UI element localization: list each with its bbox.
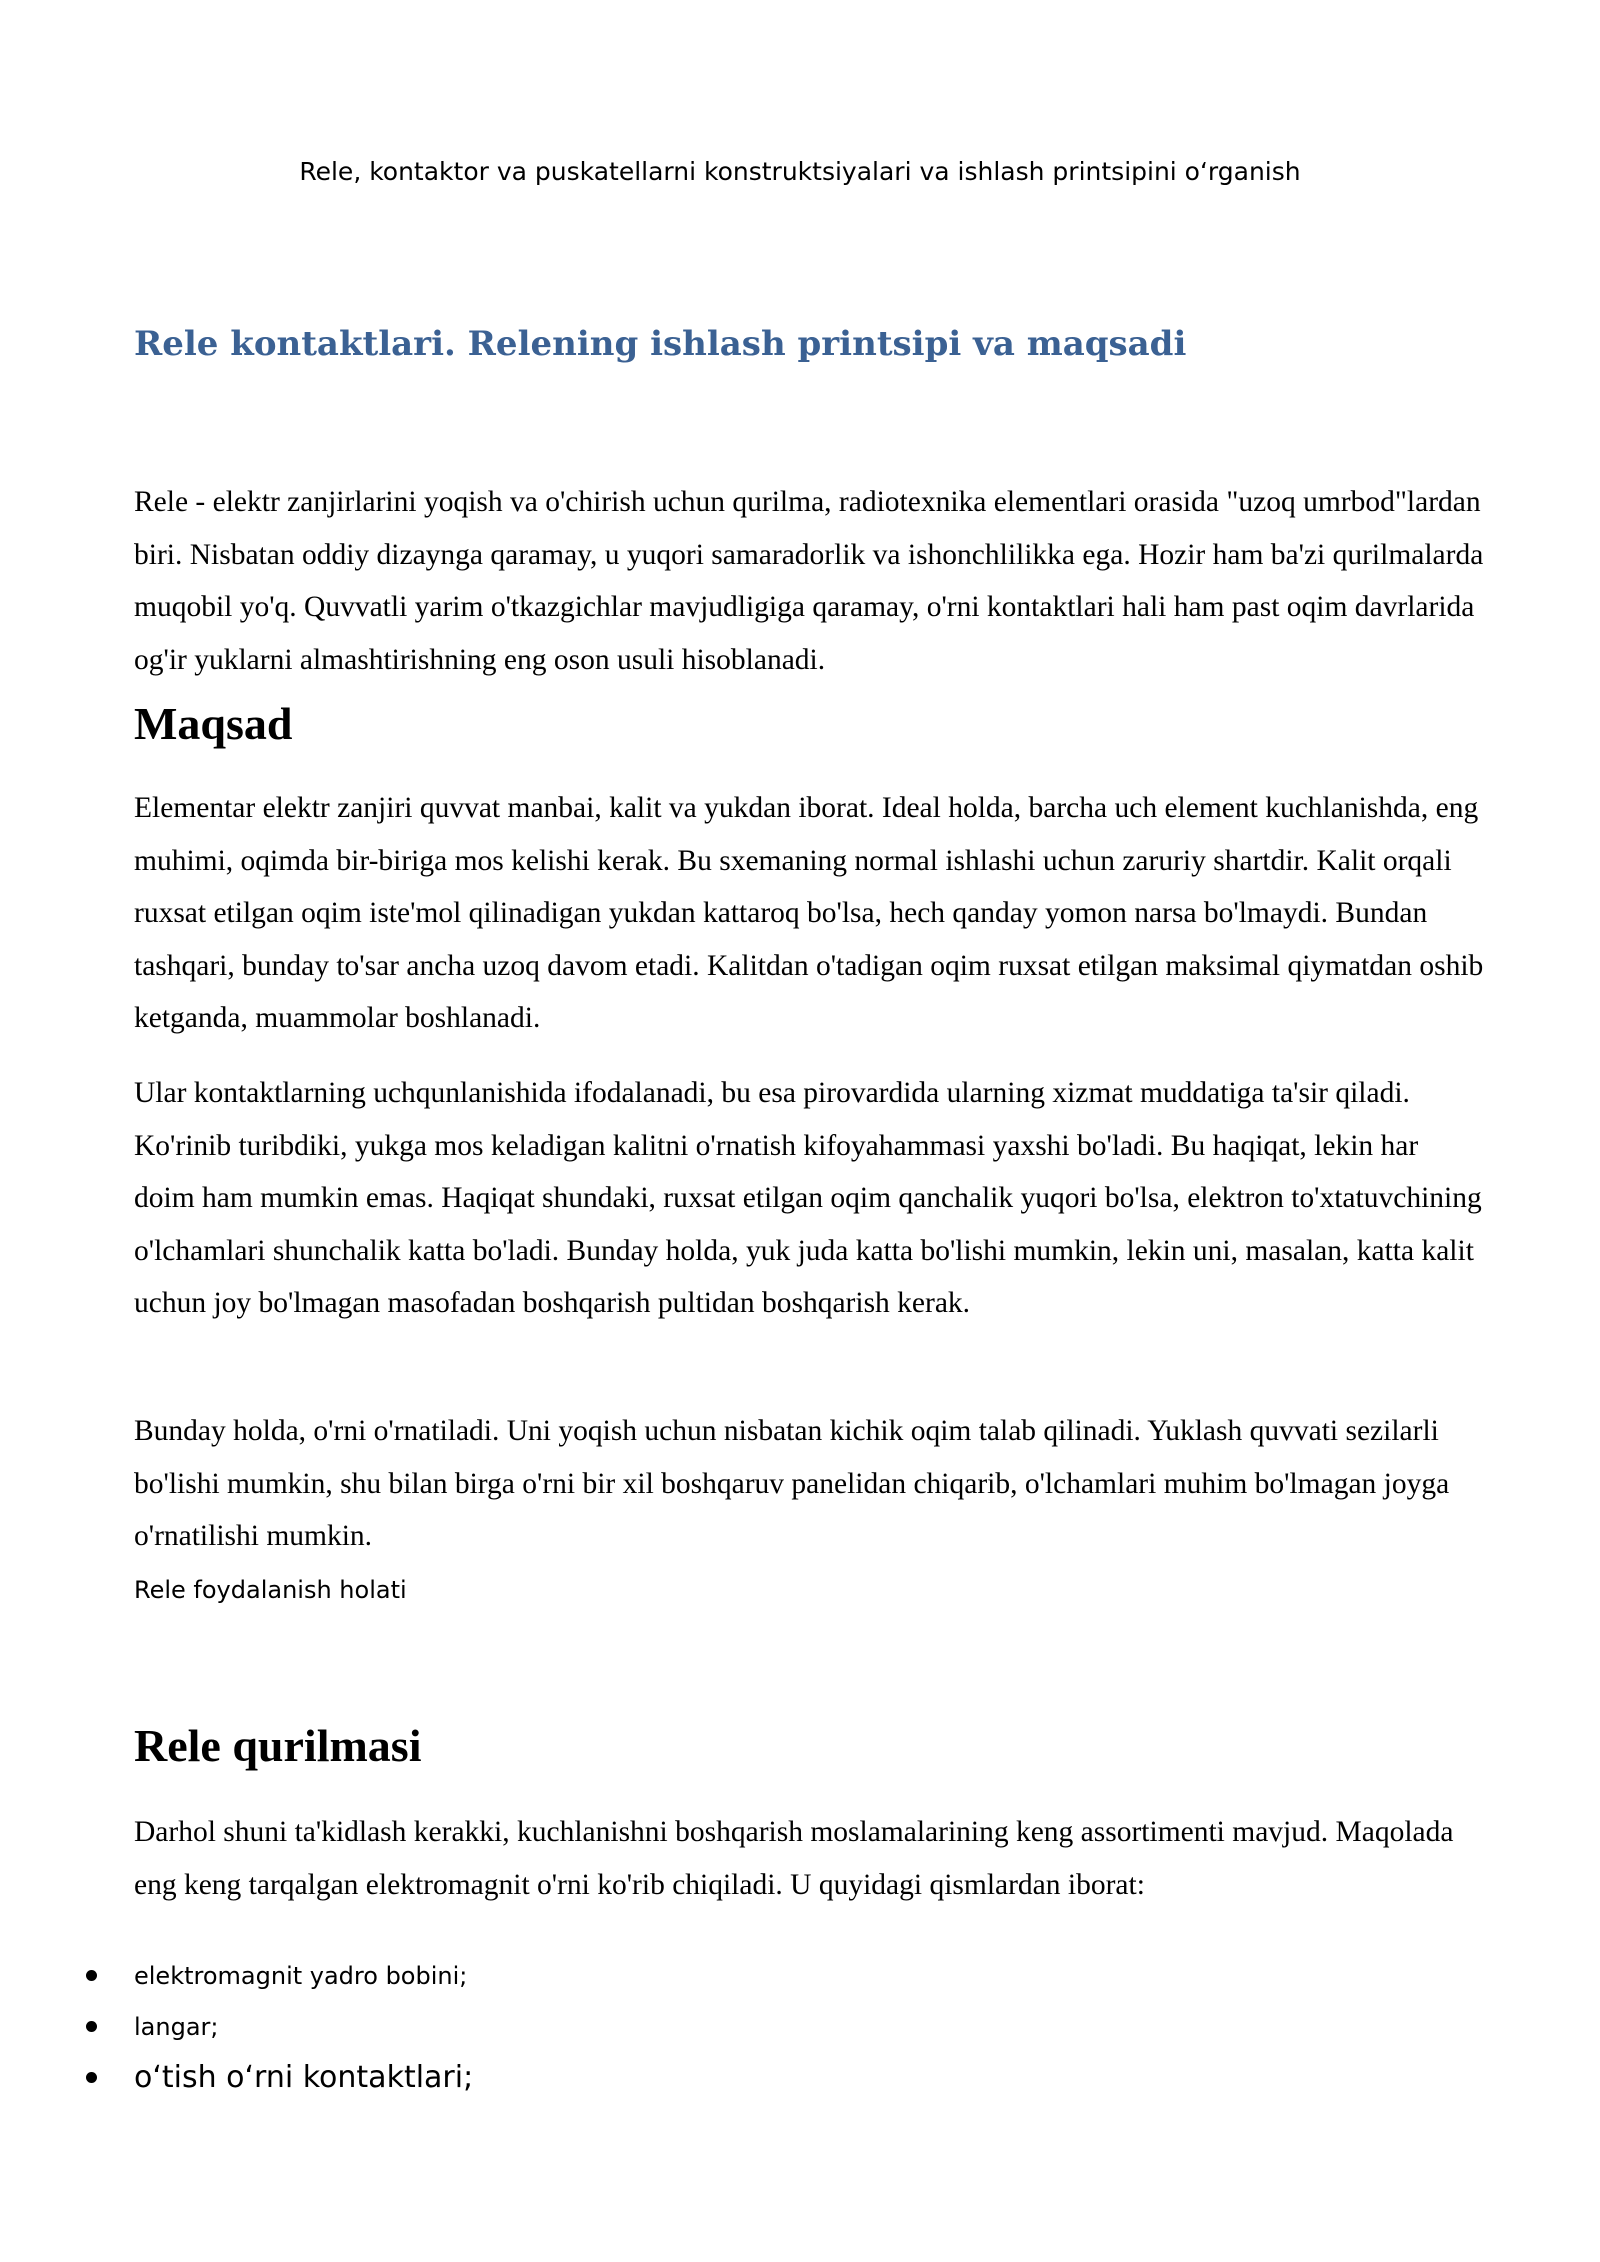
section-heading-maqsad: Maqsad <box>134 698 293 749</box>
list-item-text: langar; <box>134 2012 219 2041</box>
list-item <box>0 1950 473 2001</box>
article-title: Rele kontaktlari. Relening ishlash printsipi va maqsadi <box>134 324 1187 364</box>
intro-paragraph: Rele - elektr zanjirlarini yoqish va o'chirish uchun qurilma, radiotexnika elementlari orasida "uzoq umrbod"lardan biri. Nisbatan oddiy dizaynga qaramay, u yuqori samaradorlik va ishonchlilikka ega. Hozir ham ba'zi qurilmalarda muqobil yo'q. Quvvatli yarim o'tkazgichlar mavjudligiga qaramay, o'rni kontaktlari hali ham past oqim davrlarida og'ir yuklarni almashtirishning eng oson usuli hisoblanadi. <box>134 486 1484 676</box>
bullet-icon <box>86 2072 97 2083</box>
page-header: Rele, kontaktor va puskatellarni konstruktsiyalari va ishlash printsipini oʻrganish <box>299 157 1301 186</box>
section-heading-rele-qurilmasi: Rele qurilmasi <box>134 1720 422 1771</box>
bullet-icon <box>86 1970 97 1981</box>
parts-list <box>0 1950 473 2103</box>
qurilma-paragraph: Darhol shuni ta'kidlash kerakki, kuchlanishni boshqarish moslamalarining keng assortimenti mavjud. Maqolada eng keng tarqalgan elektromagnit o'rni ko'rib chiqiladi. U quyidagi qismlardan iborat: <box>134 1816 1454 1901</box>
figure-caption: Rele foydalanish holati <box>134 1576 407 1604</box>
list-item <box>0 2052 473 2103</box>
list-item <box>0 2001 473 2052</box>
list-item-text: elektromagnit yadro bobini; <box>134 1961 468 1990</box>
maqsad-paragraph-2: Ular kontaktlarning uchqunlanishida ifodalanadi, bu esa pirovardida ularning xizmat muddatiga ta'sir qiladi. Ko'rinib turibdiki, yukga mos keladigan kalitni o'rnatish kifoyahammasi yaxshi bo'ladi. Bu haqiqat, lekin har doim ham mumkin emas. Haqiqat shundaki, ruxsat etilgan oqim qanchalik yuqori bo'lsa, elektron to'xtatuvchining o'lchamlari shunchalik katta bo'ladi. Bunday holda, yuk juda katta bo'lishi mumkin, lekin uni, masalan, katta kalit uchun joy bo'lmagan masofadan boshqarish pultidan boshqarish kerak. <box>134 1077 1482 1319</box>
maqsad-paragraph-3: Bunday holda, o'rni o'rnatiladi. Uni yoqish uchun nisbatan kichik oqim talab qilinadi. Yuklash quvvati sezilarli bo'lishi mumkin, shu bilan birga o'rni bir xil boshqaruv panelidan chiqarib, o'lchamlari muhim bo'lmagan joyga o'rnatilishi mumkin. <box>134 1415 1450 1552</box>
bullet-icon <box>86 2021 97 2032</box>
list-item-text: oʻtish oʻrni kontaktlari; <box>134 2060 474 2095</box>
maqsad-paragraph-1: Elementar elektr zanjiri quvvat manbai, kalit va yukdan iborat. Ideal holda, barcha uch element kuchlanishda, eng muhimi, oqimda bir-biriga mos kelishi kerak. Bu sxemaning normal ishlashi uchun zaruriy shartdir. Kalit orqali ruxsat etilgan oqim iste'mol qilinadigan yukdan kattaroq bo'lsa, hech qanday yomon narsa bo'lmaydi. Bundan tashqari, bunday to'sar ancha uzoq davom etadi. Kalitdan o'tadigan oqim ruxsat etilgan maksimal qiymatdan oshib ketganda, muammolar boshlanadi. <box>134 792 1484 1034</box>
